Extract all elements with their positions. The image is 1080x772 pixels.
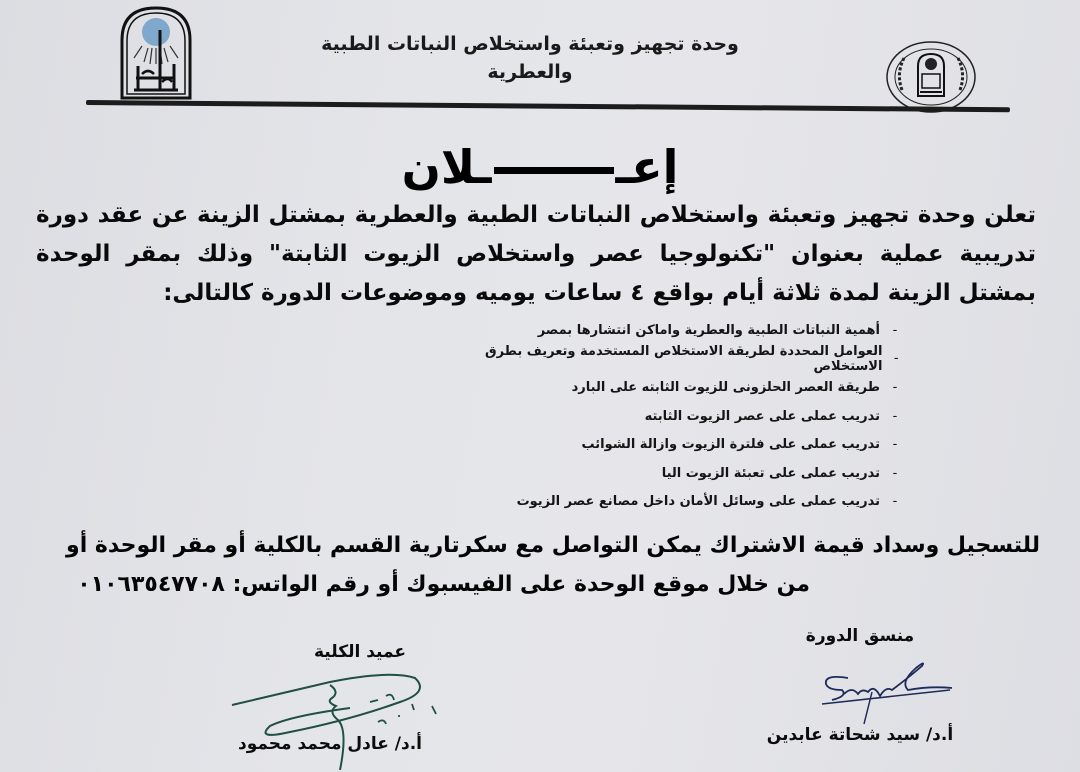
topic-text: تدريب عملى على وسائل الأمان داخل مصانع عصر الزيوت [516, 494, 880, 510]
header-divider [86, 100, 1010, 112]
unit-name-line1: وحدة تجهيز وتعبئة واستخلاص النباتات الطبية [321, 33, 739, 55]
topic-text: تدريب عملى على عصر الزيوت الثابته [644, 408, 880, 424]
coordinator-handwritten-signature-icon [740, 620, 980, 770]
list-item [450, 488, 910, 517]
list-item [450, 316, 910, 345]
registration-line1: للتسجيل وسداد قيمة الاشتراك يمكن التواصل مع سكرتارية القسم بالكلية أو مقر الوحدة أو [66, 533, 1040, 558]
faculty-logo [884, 40, 978, 114]
assiut-university-logo-icon [118, 4, 194, 100]
coordinator-role-label: منسق الدورة [805, 626, 915, 646]
dean-name: أ.د/ عادل محمد محمود [238, 734, 422, 754]
topic-text: العوامل المحددة لطريقة الاستخلاص المستخدمة وتعريف بطرق الاستخلاص [484, 343, 883, 374]
course-topics-list [450, 316, 910, 516]
list-item [450, 345, 910, 374]
title-end: ـلان [401, 140, 492, 194]
dean-role-label: عميد الكلية [314, 642, 406, 662]
bullet-dash: - [892, 465, 898, 481]
bullet-dash: - [892, 408, 898, 424]
dean-signature-block [200, 630, 460, 770]
bullet-dash: - [892, 322, 898, 338]
bullet-dash: - [892, 494, 898, 510]
faculty-of-agriculture-logo-icon [884, 40, 978, 114]
announcement-title [380, 140, 700, 194]
unit-name-line2: والعطرية [487, 61, 573, 83]
university-logo [118, 4, 194, 100]
unit-name-header [320, 30, 740, 86]
title-stretch-bar [494, 167, 614, 174]
topic-text: تدريب عملى على فلترة الزيوت وازالة الشوائب [581, 437, 880, 453]
coordinator-signature-block [740, 620, 980, 770]
registration-info [40, 526, 1040, 604]
title-start: إعـ [615, 140, 679, 194]
intro-paragraph: تعلن وحدة تجهيز وتعبئة واستخلاص النباتات الطبية والعطرية بمشتل الزينة عن عقد دورة تدريبية عملية بعنوان "تكنولوجيا عصر واستخلاص الزيوت الثابتة" وذلك بمقر الوحدة بمشتل الزينة لمدة ثلاثة أيام بواقع ٤ ساعات يوميه وموضوعات الدورة كالتالى: [36, 202, 1036, 306]
topic-text: تدريب عملى على تعبئة الزيوت اليا [661, 465, 880, 481]
list-item [450, 459, 910, 488]
bullet-dash: - [892, 437, 898, 453]
topic-text: طريقة العصر الحلزونى للزيوت الثابته على البارد [571, 379, 880, 395]
bullet-dash: - [892, 379, 898, 395]
coordinator-name: أ.د/ سيد شحاتة عابدين [766, 725, 954, 745]
list-item [450, 402, 910, 431]
list-item [450, 373, 910, 402]
topic-text: أهمية النباتات الطبية والعطرية واماكن انتشارها بمصر [537, 322, 880, 338]
list-item [450, 430, 910, 459]
registration-line2-contact: من خلال موقع الوحدة على الفيسبوك أو رقم الواتس: ٠١٠٦٣٥٤٧٧٠٨ [77, 572, 810, 597]
bullet-dash: - [893, 351, 899, 367]
